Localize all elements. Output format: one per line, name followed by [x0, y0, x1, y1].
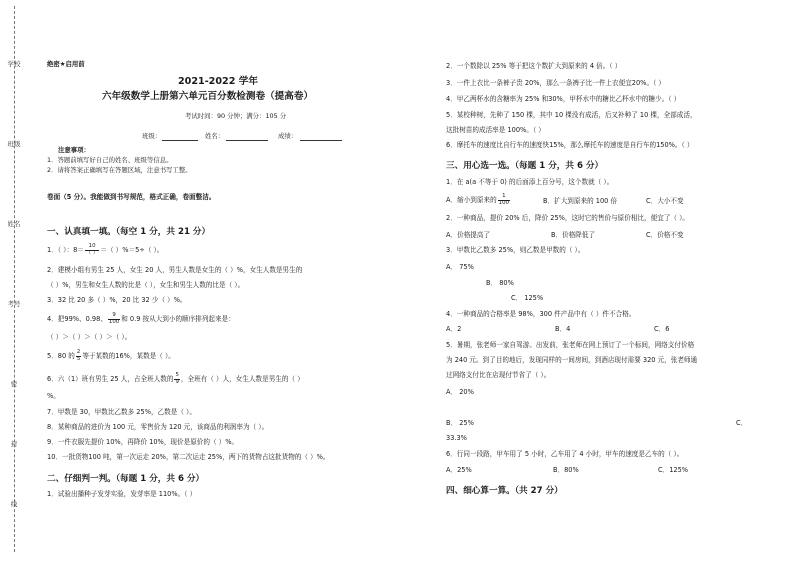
frac-num: 9 [108, 313, 120, 320]
margin-label-school: 学校 [7, 60, 21, 68]
s1-q1 [47, 244, 163, 256]
binding-margin [0, 0, 40, 561]
s1-q6-cont: %。 [47, 392, 60, 400]
name-field[interactable] [226, 140, 268, 141]
s1-q6-post: ，全班有（ ）人，女生人数是男生的（ ） [180, 375, 304, 384]
class-field[interactable] [162, 140, 198, 141]
s1-q6-pre: 6．六（1）班有男生 25 人，占全班人数的 [47, 375, 174, 384]
s3-q6-option-b: B．80% [553, 466, 579, 474]
s1-q3: 3．32 比 20 多（ ）%，20 比 32 少（ ）%。 [47, 296, 187, 304]
page-title: 六年级数学上册第六单元百分数检测卷（提高卷） [102, 91, 314, 102]
s3-q3-option-a: A． 75% [446, 263, 474, 271]
s1-q2-line2: （ ）%，男生和女生人数的比是（ ），女生和男生人数的比是（ ）。 [47, 281, 245, 289]
s3-q5-line1: 5．暑期，张老师一家自驾游。出发前，张老师在网上预订了一个标间，网络支付价格 [446, 341, 695, 349]
section-1-heading: 一、认真填一填。（每空 1 分，共 21 分） [47, 227, 211, 237]
s3-q4-option-a: A．2 [446, 325, 462, 333]
s3-q4-option-b: B．4 [555, 325, 571, 333]
s3-q5-line2: 为 240 元。到了目的地后，发现同样的一间房间，到酒店现付需要 320 元，张老师通 [446, 356, 698, 364]
frac-den: 5 [76, 355, 81, 362]
s1-q4-pre: 4．把99%、0.98、 [47, 315, 107, 324]
s2-q3: 3．一件上衣比一条裤子贵 20%，那么一条裤子比一件上衣便宜20%。（ ） [446, 79, 666, 87]
s3-q3-option-b: B． 80% [486, 279, 514, 287]
s1-q2-line1: 2．建模小组有男生 25 人，女生 20 人，男生人数是女生的（ ）%，女生人数是男生的 [47, 266, 303, 274]
s2-q4: 4．甲乙两杯水的含糖率为 25% 和30%，甲杯水中的糖比乙杯水中的糖少。（ ） [446, 95, 681, 103]
s3-q2-option-c: C．价格不变 [646, 231, 684, 239]
s3-q6-option-a: A．25% [446, 466, 472, 474]
score-label: 成绩： [278, 132, 298, 140]
s3-q1-a-fraction [498, 194, 510, 206]
s1-q5-pre: 5．80 的 [47, 352, 75, 361]
s3-q6: 6．行同一段路，甲车用了 5 小时，乙车用了 4 小时，甲车的速度是乙车的（ ）。 [446, 450, 684, 458]
s1-q1-post: ＝（ ）%＝5÷（ ）。 [100, 246, 164, 255]
s1-q1-fraction [85, 244, 100, 256]
frac-num: 5 [175, 372, 179, 378]
frac-num: 2 [76, 349, 81, 355]
s3-q6-option-c: C．125% [658, 466, 689, 474]
s3-q1-option-a [446, 194, 511, 206]
margin-label-xian: 线 [10, 500, 18, 508]
margin-label-name: 姓名 [7, 220, 21, 228]
note-2: 2．请将答案正确填写在答题区域，注意书写工整。 [47, 166, 192, 174]
seal-line [14, 6, 15, 552]
s1-q7: 7．甲数是 30，甲数比乙数多 25%，乙数是（ ）。 [47, 408, 196, 416]
frac-den: （ ） [85, 249, 99, 256]
s1-q4-post: 和 0.9 按从大到小的顺序排列起来是： [121, 315, 235, 324]
frac-den: 9 [175, 378, 179, 385]
secret-mark: 绝密★启用前 [47, 60, 85, 68]
s1-q4-answers: （ ）＞（ ）＞（ ）＞（ ）。 [47, 333, 132, 341]
margin-label-class: 班级 [7, 140, 21, 148]
margin-label-mi: 密 [10, 380, 18, 388]
s1-q1-pre: 1．（ ）：8＝ [47, 246, 84, 255]
s3-q5-line3: 过网络支付比在店现付节省了（ ）。 [446, 371, 551, 379]
s3-q5-option-a: A． 20% [446, 388, 474, 396]
frac-den: 100 [498, 199, 509, 206]
s3-q5-option-b: B． 25% [446, 419, 474, 427]
s1-q4-fraction [108, 313, 120, 325]
s1-q8: 8．某种商品的进价为 100 元，零售价为 120 元，该商品的利润率为（ ）。 [47, 423, 269, 431]
s2-q6: 6．摩托车的速度比自行车的速度快15%，那么摩托车的速度是自行车的150%。（ ） [446, 141, 694, 149]
class-label: 班级： [142, 132, 162, 140]
score-field[interactable] [300, 140, 342, 141]
s1-q5-fraction [76, 350, 81, 362]
s3-q4-option-c: C．6 [654, 325, 670, 333]
s3-q2-option-b: B．价格降低了 [551, 231, 596, 239]
notes-heading: 注意事项： [58, 146, 90, 154]
s1-q5 [47, 350, 175, 362]
section-3-heading: 三、用心选一选。（每题 1 分，共 6 分） [446, 161, 604, 171]
exam-info: 考试时间：90 分钟；满分：105 分 [185, 112, 287, 120]
s3-q1-option-b: B．扩大到原来的 100 倍 [543, 197, 618, 205]
s1-q5-post: 等于某数的16%，某数是（ ）。 [82, 352, 175, 361]
s3-q3-option-c: C． 125% [511, 294, 544, 302]
margin-label-feng: 封 [10, 440, 18, 448]
frac-den: 100 [108, 318, 120, 325]
s3-q1-a-text: A．缩小到原来的 [446, 196, 497, 205]
s1-q6-fraction [174, 373, 179, 385]
section-4-heading: 四、细心算一算。（共 27 分） [446, 486, 563, 496]
s2-q5-line2: 这批树苗的成活率是 100%。（ ） [446, 126, 545, 134]
s3-q2-option-a: A．价格提高了 [446, 231, 491, 239]
note-1: 1．答题前填写好自己的姓名、班级等信息。 [47, 156, 173, 164]
s3-q5-option-c: C． [736, 419, 748, 427]
s2-q1: 1．试验出播种子发芽实验，发芽率是 110%。（ ） [47, 490, 197, 498]
margin-label-number: 考号 [7, 300, 21, 308]
s3-q5-option-c-value: 33.3% [446, 434, 467, 442]
neatness-line: 卷面（5 分）。我能做到书写规范，格式正确，卷面整洁。 [47, 193, 216, 201]
s3-q2: 2．一种商品，提价 20% 后，降价 25%，这时它的售价与原价相比，便宜了（ ）。 [446, 214, 689, 222]
section-2-heading: 二、仔细判一判。（每题 1 分，共 6 分） [47, 474, 205, 484]
s1-q9: 9．一件衣服先提价 10%，再降价 10%，现价是原价的（ ）%。 [47, 438, 239, 446]
frac-num: 1 [498, 194, 510, 201]
s1-q6 [47, 373, 304, 385]
s3-q4: 4．一种商品的合格率是 98%，300 件产品中有（ ）件不合格。 [446, 310, 636, 318]
s1-q4 [47, 313, 235, 325]
s3-q3: 3．甲数比乙数多 25%，则乙数是甲数的（ ）。 [446, 246, 585, 254]
s3-q1: 1．在 a(a 不等于 0) 的后面添上百分号，这个数就（ ）。 [446, 178, 614, 186]
school-year: 2021-2022 学年 [178, 76, 258, 87]
s1-q10: 10．一批货物100 吨，第一次运走 20%，第二次运走 25%，两下的货物占这批货物的（ ）%。 [47, 453, 330, 461]
s2-q2: 2．一个数除以 25% 等于把这个数扩大到原来的 4 倍。（ ） [446, 62, 622, 70]
frac-num: 10 [85, 244, 100, 251]
s3-q1-option-c: C．大小不变 [646, 197, 684, 205]
s2-q5-line1: 5．某校种树，先种了 150 棵，其中 10 棵没有成活，后又补种了 10 棵，全部成活， [446, 111, 697, 119]
name-label: 姓名： [205, 132, 225, 140]
